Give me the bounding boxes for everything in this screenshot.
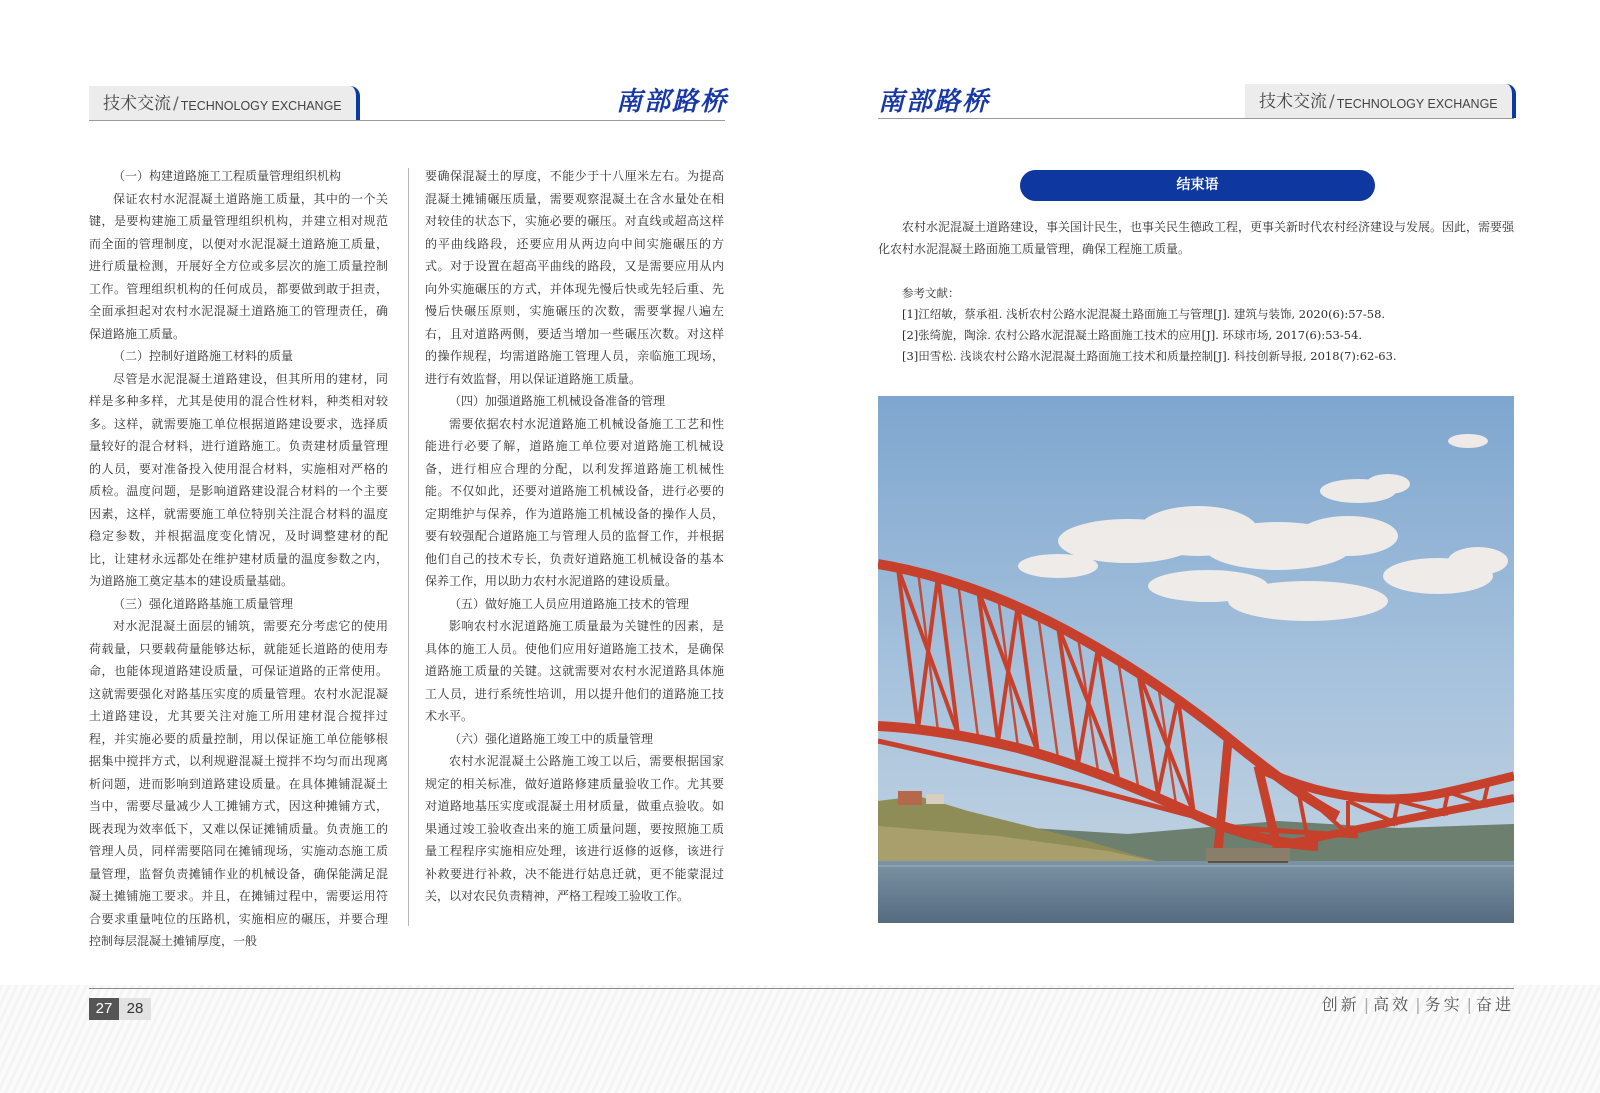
section-heading: （三）强化道路路基施工质量管理	[113, 596, 294, 611]
brand-logo-left: 南部路桥	[616, 87, 729, 117]
section-heading: （二）控制好道路施工材料的质量	[113, 349, 294, 363]
references-title: 参考文献：	[902, 286, 960, 300]
section-heading: （四）加强道路施工机械设备准备的管理	[449, 394, 666, 408]
page-number-right: 28	[119, 998, 151, 1020]
section-title-cn: 技术交流	[1259, 92, 1327, 112]
reference-item: [2]张绮旎，陶涂. 农村公路水泥混凝土路面施工技术的应用[J]. 环球市场, 2017(6):53-54.	[902, 328, 1363, 342]
header-rule-left	[89, 120, 725, 121]
brand-logo-right: 南部路桥	[878, 87, 991, 117]
body-paragraph: 尽管是水泥混凝土道路建设，但其所用的建材，同样是多种多样，尤其是使用的混合性材料，种类相对较多。这样，就需要施工单位根据道路建设要求，选择质量较好的混合材料，进行道路施工。负责建材质量管理的人员，要对准备投入使用混合材料，实施相对严格的质检。温度问题，是影响道路建设混合材料的一个主要因素，这样，就需要施工单位特别关注混合材料的温度稳定参数，并根据温度变化情况，及时调整建材的配比，让建材永远都处在维护建材质量的温度参数之内，为道路施工奠定基本的建设质量基础。	[89, 371, 388, 588]
article-column-left	[89, 165, 388, 953]
slogan-word: 务实	[1424, 995, 1463, 1014]
slogan-separator: |	[1415, 995, 1421, 1014]
conclusion-text	[878, 216, 1514, 260]
section-tab-left	[89, 86, 360, 120]
section-tab-right	[1245, 84, 1516, 118]
section-separator: /	[173, 94, 179, 114]
slogan-word: 创新	[1321, 995, 1360, 1014]
article-column-right	[425, 165, 724, 908]
footer-slogan	[1322, 992, 1514, 1015]
body-paragraph: 农村水泥混凝土公路施工竣工以后，需要根据国家规定的相关标准，做好道路修建质量验收工作。尤其要对道路地基压实度或混凝土用材质量，做重点验收。如果通过竣工验收查出来的施工质量问题，要按照施工质量工程程序实施相应处理，该进行返修的返修，该进行补救要进行补救，决不能进行姑息迁就，更不能蒙混过关，以对农民负责精神，严格工程竣工验收工作。	[425, 754, 724, 903]
bridge-photo	[878, 396, 1514, 923]
slogan-separator: |	[1363, 995, 1370, 1014]
section-title-cn: 技术交流	[103, 94, 171, 114]
header-rule-right	[878, 118, 1514, 119]
slogan-word: 奋进	[1475, 995, 1514, 1014]
footer-rule	[89, 988, 1514, 989]
section-heading: （六）强化道路施工竣工中的质量管理	[449, 731, 654, 746]
section-title-en: TECHNOLOGY EXCHANGE	[180, 99, 342, 113]
reference-item: [3]田雪松. 浅谈农村公路水泥混凝土路面施工技术和质量控制[J]. 科技创新导报, 2018(7):62-63.	[902, 349, 1397, 363]
page-number-left: 27	[89, 998, 119, 1020]
body-paragraph: 影响农村水泥道路施工质量最为关键性的因素，是具体的施工人员。使他们应用好道路施工技术，是确保道路施工质量的关键。这就需要对农村水泥道路具体施工人员，进行系统性培训，用以提升他们的道路施工技术水平。	[425, 619, 724, 723]
body-paragraph: 需要依据农村水泥道路施工机械设备施工工艺和性能进行必要了解，道路施工单位要对道路施工机械设备，进行相应合理的分配，以利发挥道路施工机械性能。不仅如此，还要对道路施工机械设备，进行必要的定期维护与保养，作为道路施工机械设备的操作人员，要有较强配合道路施工与管理人员的监督工作，并根据他们自己的技术专长，负责好道路施工机械设备的基本保养工作，用以助力农村水泥道路的建设质量。	[425, 416, 724, 588]
conclusion-heading: 结束语	[1020, 170, 1375, 201]
slogan-separator: |	[1466, 995, 1472, 1014]
conclusion-paragraph: 农村水泥混凝土道路建设，事关国计民生，也事关民生德政工程，更事关新时代农村经济建设与发展。因此，需要强化农村水泥混凝土路面施工质量管理，确保工程施工质量。	[878, 220, 1515, 256]
references	[902, 283, 1514, 367]
reference-item: [1]江绍敏，蔡承祖. 浅析农村公路水泥混凝土路面施工与管理[J]. 建筑与装饰, 2020(6):57-58.	[902, 307, 1386, 321]
body-paragraph: 要确保混凝土的厚度，不能少于十八厘米左右。为提高混凝土摊铺碾压质量，需要观察混凝土在含水量处在相对较佳的状态下，实施必要的碾压。对直线或超高这样的平曲线路段，还要应用从两边向中间实施碾压的方式。对于设置在超高平曲线的路段，又是需要应用从内向外实施碾压的方式，并体现先慢后快或先轻后重、先慢后快碾压原则，实施碾压的次数，需要掌握八遍左右，且对道路两侧，要适当增加一些碾压次数。对这样的操作规程，均需道路施工管理人员，亲临施工现场，进行有效监督，用以保证道路施工质量。	[425, 169, 724, 386]
section-title-en: TECHNOLOGY EXCHANGE	[1336, 97, 1498, 111]
body-paragraph: 对水泥混凝土面层的铺筑，需要充分考虑它的使用荷载量，只要载荷量能够达标，就能延长道路的使用寿命，也能体现道路建设质量，可保证道路的正常使用。这就需要强化对路基压实度的质量管理。农村水泥混凝土道路建设，尤其要关注对施工所用建材混合搅拌过程，并实施必要的质量控制，用以保证施工单位能够根据集中搅拌方式，以利规避混凝土搅拌不均匀而出现离析问题，进而影响到道路建设质量。在具体摊铺混凝土当中，需要尽量减少人工摊铺方式，因这种摊铺方式，既表现为效率低下，又难以保证摊铺质量。负责施工的管理人员，同样需要陪同在摊铺现场，实施动态施工质量管理，监督负责摊铺作业的机械设备，确保能满足混凝土摊铺施工要求。并且，在摊铺过程中，需要运用符合要求重量吨位的压路机，实施相应的碾压，并要合理控制每层混凝土摊铺厚度，一般	[89, 619, 388, 948]
section-heading: （五）做好施工人员应用道路施工技术的管理	[449, 596, 690, 611]
body-paragraph: 保证农村水泥混凝土道路施工质量，其中的一个关键，是要构建施工质量管理组织机构，并建立相对规范而全面的管理制度，以便对水泥混凝土道路施工质量，进行质量检测，开展好全方位或多层次的施工质量控制工作。管理组织机构的任何成员，都要做到敢于担责，全面承担起对农村水泥混凝土道路施工的管理责任，确保道路施工质量。	[89, 191, 388, 341]
column-divider	[408, 168, 409, 926]
slogan-word: 高效	[1373, 995, 1412, 1014]
section-heading: （一）构建道路施工工程质量管理组织机构	[113, 169, 342, 183]
section-separator: /	[1329, 92, 1335, 112]
